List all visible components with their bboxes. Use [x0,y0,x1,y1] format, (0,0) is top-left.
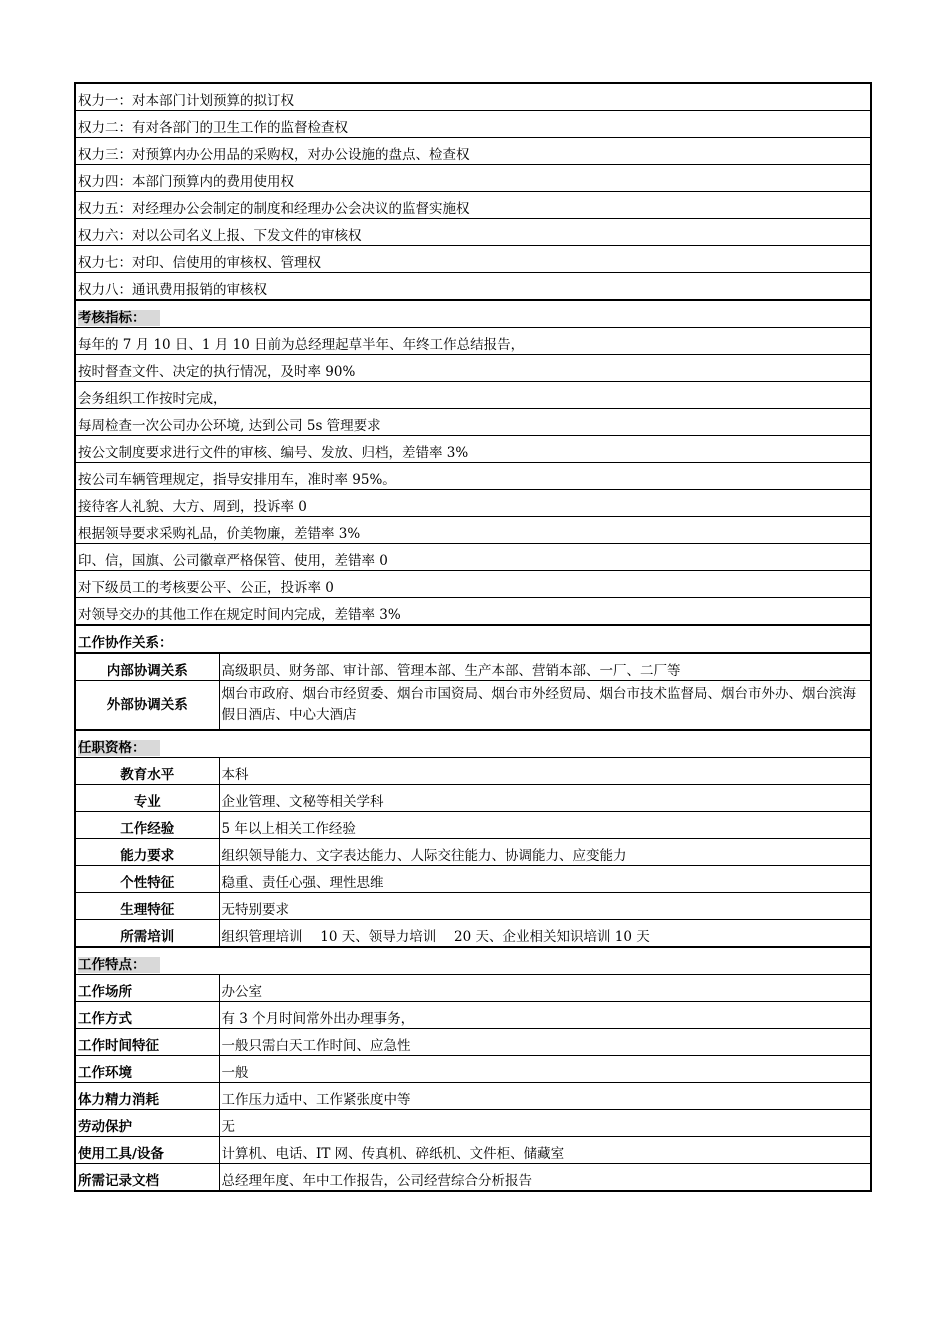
qualification-label: 所需培训 [75,920,219,948]
kpi-row [75,355,871,382]
kpi-text: 按公文制度要求进行文件的审核、编号、发放、归档，差错率 3% [75,436,871,463]
feature-row [75,1164,871,1192]
power-text: 权力七：对印、信使用的审核权、管理权 [75,246,871,273]
kpi-row [75,328,871,355]
power-text: 权力五：对经理办公会制定的制度和经理办公会决议的监督实施权 [75,192,871,219]
kpi-row [75,382,871,409]
feature-row [75,1137,871,1164]
kpi-text: 会务组织工作按时完成， [75,382,871,409]
feature-label: 体力精力消耗 [75,1083,219,1110]
kpi-row [75,409,871,436]
qualification-value: 5 年以上相关工作经验 [219,812,871,839]
power-text: 权力三：对预算内办公用品的采购权，对办公设施的盘点、检查权 [75,138,871,165]
power-text: 权力二：有对各部门的卫生工作的监督检查权 [75,111,871,138]
cooperation-row [75,653,871,681]
kpi-row [75,544,871,571]
internal-value: 高级职员、财务部、审计部、管理本部、生产本部、营销本部、一厂、二厂等 [219,653,871,681]
qualification-value: 本科 [219,758,871,785]
feature-label: 工作时间特征 [75,1029,219,1056]
kpi-text: 根据领导要求采购礼品，价美物廉，差错率 3% [75,517,871,544]
power-text: 权力一：对本部门计划预算的拟订权 [75,83,871,111]
qualification-row [75,758,871,785]
cooperation-title: 工作协作关系： [75,625,871,653]
feature-value: 总经理年度、年中工作报告，公司经营综合分析报告 [219,1164,871,1192]
kpi-title: 考核指标： [78,310,160,326]
feature-value: 无 [219,1110,871,1137]
section-header-qualifications [75,730,871,758]
feature-row [75,1002,871,1029]
qualification-label: 教育水平 [75,758,219,785]
kpi-row [75,517,871,544]
cooperation-row [75,681,871,731]
features-title: 工作特点： [78,957,160,973]
kpi-text: 对下级员工的考核要公平、公正，投诉率 0 [75,571,871,598]
power-text: 权力八：通讯费用报销的审核权 [75,273,871,301]
feature-row [75,1083,871,1110]
power-row [75,219,871,246]
qualification-value: 企业管理、文秘等相关学科 [219,785,871,812]
power-row [75,273,871,301]
section-header-kpi [75,300,871,328]
feature-value: 有 3 个月时间常外出办理事务， [219,1002,871,1029]
kpi-row [75,490,871,517]
feature-label: 工作环境 [75,1056,219,1083]
feature-label: 工作方式 [75,1002,219,1029]
feature-value: 工作压力适中、工作紧张度中等 [219,1083,871,1110]
feature-value: 计算机、电话、IT 网、传真机、碎纸机、文件柜、储藏室 [219,1137,871,1164]
power-row [75,83,871,111]
power-row [75,111,871,138]
section-header-features [75,947,871,975]
feature-value: 一般只需白天工作时间、应急性 [219,1029,871,1056]
qualification-label: 生理特征 [75,893,219,920]
kpi-row [75,571,871,598]
qualifications-title: 任职资格： [78,740,160,756]
feature-value: 一般 [219,1056,871,1083]
kpi-row [75,598,871,626]
feature-label: 所需记录文档 [75,1164,219,1192]
kpi-text: 对领导交办的其他工作在规定时间内完成，差错率 3% [75,598,871,626]
feature-value: 办公室 [219,975,871,1002]
kpi-text: 每年的 7 月 10 日、1 月 10 日前为总经理起草半年、年终工作总结报告， [75,328,871,355]
qualification-row [75,812,871,839]
qualification-label: 工作经验 [75,812,219,839]
power-row [75,138,871,165]
job-description-table [74,82,872,1192]
qualification-row [75,785,871,812]
kpi-text: 印、信，国旗、公司徽章严格保管、使用，差错率 0 [75,544,871,571]
feature-label: 劳动保护 [75,1110,219,1137]
kpi-row [75,463,871,490]
qualification-row [75,893,871,920]
qualification-row [75,920,871,948]
feature-row [75,975,871,1002]
internal-label: 内部协调关系 [75,653,219,681]
external-value: 烟台市政府、烟台市经贸委、烟台市国资局、烟台市外经贸局、烟台市技术监督局、烟台市外办、烟台滨海假日酒店、中心大酒店 [219,681,871,731]
feature-row [75,1029,871,1056]
qualification-value: 组织领导能力、文字表达能力、人际交往能力、协调能力、应变能力 [219,839,871,866]
feature-label: 工作场所 [75,975,219,1002]
kpi-text: 按公司车辆管理规定，指导安排用车，准时率 95%。 [75,463,871,490]
power-row [75,246,871,273]
qualification-label: 能力要求 [75,839,219,866]
power-row [75,165,871,192]
feature-row [75,1056,871,1083]
qualification-label: 专业 [75,785,219,812]
power-text: 权力六：对以公司名义上报、下发文件的审核权 [75,219,871,246]
qualification-row [75,866,871,893]
section-header-cooperation [75,625,871,653]
feature-row [75,1110,871,1137]
qualification-value: 无特别要求 [219,893,871,920]
qualification-value: 组织管理培训 10 天、领导力培训 20 天、企业相关知识培训 10 天 [219,920,871,948]
kpi-text: 每周检查一次公司办公环境, 达到公司 5s 管理要求 [75,409,871,436]
feature-label: 使用工具/设备 [75,1137,219,1164]
qualification-row [75,839,871,866]
power-row [75,192,871,219]
kpi-text: 接待客人礼貌、大方、周到，投诉率 0 [75,490,871,517]
external-label: 外部协调关系 [75,681,219,731]
kpi-text: 按时督查文件、决定的执行情况，及时率 90% [75,355,871,382]
power-text: 权力四：本部门预算内的费用使用权 [75,165,871,192]
qualification-label: 个性特征 [75,866,219,893]
kpi-row [75,436,871,463]
qualification-value: 稳重、责任心强、理性思维 [219,866,871,893]
